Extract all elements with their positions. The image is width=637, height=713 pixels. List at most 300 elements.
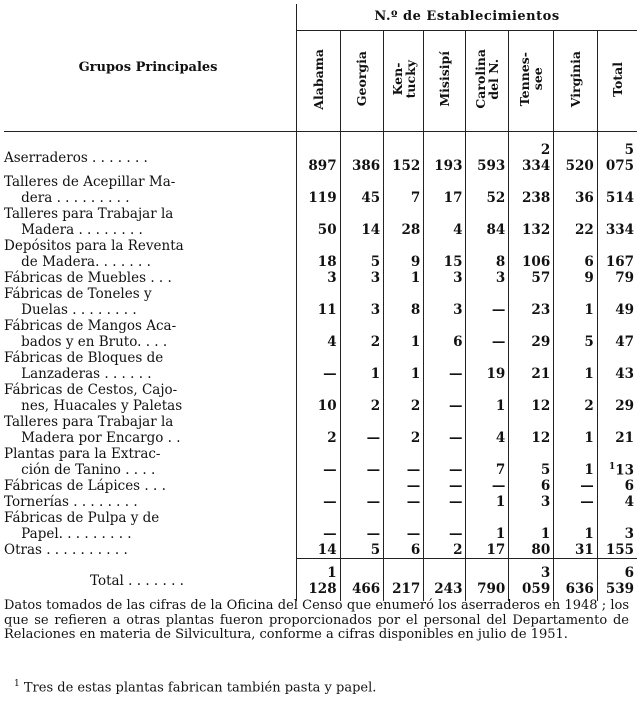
cell-alabama	[297, 270, 341, 286]
cell-georgia	[340, 206, 384, 238]
cell-value: —	[323, 494, 337, 510]
cell-alabama	[297, 174, 341, 206]
cell-value: 3	[540, 494, 551, 510]
cell-value: —	[448, 462, 463, 478]
cell-alabama	[297, 286, 341, 318]
cell-value: 5	[540, 462, 551, 478]
cell-value: —	[491, 334, 506, 350]
table-row	[4, 478, 637, 494]
column-header	[424, 31, 466, 132]
cell-misisipí	[424, 174, 466, 206]
cell-value: 386	[351, 158, 381, 174]
cell-carolinadeln	[466, 142, 509, 174]
cell-value: 593	[477, 158, 506, 174]
cell-value: 238	[522, 190, 551, 206]
cell-carolinadeln	[466, 414, 509, 446]
footnote-ref: 1	[608, 461, 616, 472]
cell-value: —	[491, 478, 506, 494]
cell-kentucky	[384, 350, 424, 382]
cell-misisipí	[424, 510, 466, 542]
cell-value: 7	[410, 190, 421, 206]
footnote-text: Tres de estas plantas fabrican también pasta y papel.	[23, 680, 377, 696]
cell-carolinadeln	[466, 206, 509, 238]
cell-kentucky	[384, 510, 424, 542]
total-row	[4, 559, 637, 602]
cell-value: 12	[531, 398, 551, 414]
cell-kentucky	[384, 494, 424, 510]
cell-kentucky	[384, 446, 424, 478]
cell-value: 119	[308, 190, 337, 206]
cell-total	[597, 542, 637, 559]
cell-georgia	[340, 446, 384, 478]
cell-total	[597, 494, 637, 510]
cell-tennessee	[509, 142, 554, 174]
cell-virginia	[554, 414, 598, 446]
cell-carolinadeln	[466, 382, 509, 414]
cell-kentucky	[384, 206, 424, 238]
column-header-label: Virginia	[567, 50, 583, 108]
cell-value: 50	[317, 222, 337, 238]
cell-total	[597, 446, 637, 478]
cell-virginia	[554, 318, 598, 350]
row-label: Talleres de Acepillar Ma- dera . . . . . . . . .	[4, 174, 176, 206]
cell-value: 18	[317, 254, 337, 270]
cell-alabama	[297, 446, 341, 478]
table-row	[4, 286, 637, 318]
cell-value: 9	[410, 254, 421, 270]
cell-value: 3 059	[522, 565, 551, 597]
row-label: Fábricas de Mangos Aca- bados y en Bruto. . . .	[4, 318, 177, 350]
cell-value: —	[406, 462, 421, 478]
cell-kentucky	[384, 559, 424, 602]
cell-value: 14	[361, 222, 381, 238]
cell-alabama	[297, 559, 341, 602]
cell-value: 49	[615, 302, 634, 318]
cell-value: 514	[605, 190, 634, 206]
cell-value: —	[323, 366, 337, 382]
establishments-table	[4, 4, 637, 601]
cell-value: 6	[584, 254, 594, 270]
table-row	[4, 270, 637, 286]
table-row	[4, 542, 637, 559]
cell-virginia	[554, 478, 598, 494]
cell-value: 466	[351, 581, 381, 597]
cell-value: 11	[317, 302, 337, 318]
row-label: Plantas para la Extrac- ción de Tanino . . . .	[4, 446, 161, 478]
cell-virginia	[554, 174, 598, 206]
table-row	[4, 318, 637, 350]
cell-tennessee	[509, 542, 554, 559]
cell-value: 29	[531, 334, 551, 350]
cell-carolinadeln	[466, 478, 509, 494]
cell-tennessee	[509, 286, 554, 318]
cell-kentucky	[384, 174, 424, 206]
cell-value: 1	[410, 270, 421, 286]
cell-value: 29	[615, 398, 634, 414]
cell-kentucky	[384, 318, 424, 350]
cell-virginia	[554, 238, 598, 270]
cell-value: 84	[486, 222, 506, 238]
cell-tennessee	[509, 510, 554, 542]
cell-tennessee	[509, 494, 554, 510]
cell-alabama	[297, 510, 341, 542]
cell-value: 1	[410, 334, 421, 350]
row-label: Fábricas de Muebles . . .	[4, 270, 172, 286]
cell-total	[597, 286, 637, 318]
column-header-label: Total	[609, 61, 625, 97]
cell-value: 5 075	[605, 142, 634, 174]
cell-value: 17	[486, 542, 506, 558]
cell-value: 23	[531, 302, 551, 318]
cell-tennessee	[509, 238, 554, 270]
cell-value: 22	[574, 222, 594, 238]
cell-value: 4	[327, 334, 337, 350]
row-label: Fábricas de Pulpa y de Papel. . . . . . . . .	[4, 510, 160, 542]
cell-kentucky	[384, 270, 424, 286]
table-row	[4, 206, 637, 238]
cell-total	[597, 142, 637, 174]
cell-value: 45	[361, 190, 381, 206]
cell-total	[597, 382, 637, 414]
cell-value: 10	[317, 398, 337, 414]
cell-georgia	[340, 318, 384, 350]
cell-value: 5	[584, 334, 594, 350]
cell-value: 14	[317, 542, 337, 558]
cell-misisipí	[424, 382, 466, 414]
cell-value: 4	[495, 430, 506, 446]
cell-misisipí	[424, 238, 466, 270]
row-label: Talleres para Trabajar la Madera . . . . . . . .	[4, 206, 174, 238]
cell-carolinadeln	[466, 494, 509, 510]
cell-value: 6	[624, 478, 634, 494]
cell-misisipí	[424, 494, 466, 510]
establishments-header: N.º de Establecimientos	[297, 4, 637, 31]
column-header-label: Ken- tucky	[389, 59, 418, 99]
cell-carolinadeln	[466, 446, 509, 478]
cell-value: —	[448, 398, 463, 414]
row-label: Aserraderos . . . . . . .	[4, 150, 148, 166]
cell-georgia	[340, 510, 384, 542]
cell-kentucky	[384, 142, 424, 174]
cell-georgia	[340, 494, 384, 510]
cell-value: 6	[410, 542, 421, 558]
cell-value: 1	[584, 526, 594, 542]
column-header-label: Alabama	[310, 48, 326, 110]
cell-georgia	[340, 350, 384, 382]
cell-value: 1	[584, 302, 594, 318]
row-label: Tornerías . . . . . . . .	[4, 494, 138, 510]
cell-value: —	[323, 462, 337, 478]
cell-virginia	[554, 142, 598, 174]
column-header	[509, 31, 554, 132]
column-header-label: Misisipí	[437, 51, 453, 107]
table-row	[4, 494, 637, 510]
cell-value: 1	[495, 494, 506, 510]
cell-value: 897	[308, 158, 337, 174]
cell-value: 2	[410, 398, 421, 414]
cell-value: 8	[495, 254, 506, 270]
row-label: Fábricas de Bloques de Lanzaderas . . . . . .	[4, 350, 164, 382]
column-header	[340, 31, 384, 132]
cell-tennessee	[509, 414, 554, 446]
cell-value: —	[580, 478, 594, 494]
cell-value: 1	[370, 366, 381, 382]
cell-misisipí	[424, 286, 466, 318]
cell-value: 3	[624, 526, 634, 542]
cell-carolinadeln	[466, 559, 509, 602]
cell-kentucky	[384, 414, 424, 446]
cell-virginia	[554, 350, 598, 382]
cell-total	[597, 478, 637, 494]
cell-value: —	[406, 478, 421, 494]
cell-value: 3	[327, 270, 337, 286]
cell-alabama	[297, 350, 341, 382]
cell-value: 3	[453, 302, 463, 318]
cell-value: 520	[565, 158, 594, 174]
cell-value: 43	[615, 366, 634, 382]
cell-value: 3	[453, 270, 463, 286]
cell-value: —	[448, 366, 463, 382]
cell-value: —	[366, 494, 381, 510]
cell-georgia	[340, 542, 384, 559]
column-header	[597, 31, 637, 132]
cell-alabama	[297, 414, 341, 446]
row-label: Total . . . . . . .	[90, 572, 184, 589]
cell-value: 155	[605, 542, 634, 558]
cell-carolinadeln	[466, 174, 509, 206]
cell-value: 8	[410, 302, 421, 318]
cell-carolinadeln	[466, 542, 509, 559]
cell-georgia	[340, 382, 384, 414]
cell-value: 790	[477, 581, 506, 597]
cell-value: 80	[531, 542, 551, 558]
cell-value: 57	[531, 270, 551, 286]
cell-alabama	[297, 318, 341, 350]
cell-value: 6 539	[605, 565, 634, 597]
cell-value: 167	[605, 254, 634, 270]
cell-value: —	[406, 494, 421, 510]
cell-total	[597, 350, 637, 382]
cell-virginia	[554, 286, 598, 318]
cell-value: 636	[565, 581, 594, 597]
cell-value: 79	[615, 270, 634, 286]
row-label: Fábricas de Lápices . . .	[4, 478, 166, 494]
cell-tennessee	[509, 559, 554, 602]
footnote-mark: 1	[14, 679, 20, 689]
row-label: Fábricas de Toneles y Duelas . . . . . . . .	[4, 286, 152, 318]
table-row	[4, 446, 637, 478]
cell-value: 193	[434, 158, 463, 174]
cell-value: 2	[453, 542, 463, 558]
cell-value: 13	[615, 462, 634, 478]
cell-value: —	[448, 494, 463, 510]
cell-carolinadeln	[466, 350, 509, 382]
row-label: Fábricas de Cestos, Cajo- nes, Huacales y Paletas	[4, 382, 183, 414]
cell-value: 2	[327, 430, 337, 446]
cell-misisipí	[424, 318, 466, 350]
column-header-label: Carolina del N.	[473, 49, 502, 109]
cell-misisipí	[424, 478, 466, 494]
cell-tennessee	[509, 382, 554, 414]
cell-carolinadeln	[466, 286, 509, 318]
row-label: Otras . . . . . . . . . .	[4, 542, 128, 559]
cell-kentucky	[384, 238, 424, 270]
cell-kentucky	[384, 478, 424, 494]
cell-value: 52	[486, 190, 506, 206]
cell-value: 7	[495, 462, 506, 478]
cell-carolinadeln	[466, 510, 509, 542]
cell-virginia	[554, 382, 598, 414]
cell-virginia	[554, 494, 598, 510]
cell-alabama	[297, 206, 341, 238]
cell-value: 31	[574, 542, 594, 558]
cell-georgia	[340, 414, 384, 446]
cell-value: —	[448, 430, 463, 446]
cell-misisipí	[424, 542, 466, 559]
cell-value: —	[448, 526, 463, 542]
cell-virginia	[554, 510, 598, 542]
cell-value: 4	[453, 222, 463, 238]
cell-value: —	[366, 526, 381, 542]
cell-value: 2	[410, 430, 421, 446]
table-row	[4, 510, 637, 542]
cell-value: 1	[584, 430, 594, 446]
cell-value: 3	[370, 302, 381, 318]
cell-value: 1 128	[308, 565, 337, 597]
column-header	[466, 31, 509, 132]
cell-value: 12	[531, 430, 551, 446]
cell-virginia	[554, 206, 598, 238]
cell-georgia	[340, 174, 384, 206]
cell-misisipí	[424, 142, 466, 174]
cell-tennessee	[509, 174, 554, 206]
cell-georgia	[340, 478, 384, 494]
cell-value: 106	[522, 254, 551, 270]
cell-misisipí	[424, 206, 466, 238]
column-header-label: Georgia	[354, 51, 370, 107]
cell-value: 28	[401, 222, 421, 238]
cell-value: 2	[584, 398, 594, 414]
cell-value: —	[406, 526, 421, 542]
cell-value: 47	[615, 334, 634, 350]
cell-misisipí	[424, 559, 466, 602]
cell-carolinadeln	[466, 270, 509, 286]
cell-alabama	[297, 478, 341, 494]
cell-total	[597, 270, 637, 286]
cell-value: 2	[370, 334, 381, 350]
cell-misisipí	[424, 350, 466, 382]
cell-value: 1	[410, 366, 421, 382]
cell-value: —	[491, 302, 506, 318]
cell-misisipí	[424, 446, 466, 478]
table-row	[4, 238, 637, 270]
cell-tennessee	[509, 318, 554, 350]
cell-alabama	[297, 382, 341, 414]
cell-alabama	[297, 542, 341, 559]
row-label: Talleres para Trabajar la Madera por Encargo . .	[4, 414, 181, 446]
source-note: Datos tomados de las cifras de la Oficina del Censo que enumeró los aserraderos en 1948 ; los que se refieren a otras plantas fueron proporcionados por el personal del Departamento de Relaciones en materia de Silvicultura, conforme a cifras disponibles en julio de 1951.	[4, 598, 629, 642]
cell-value: —	[580, 494, 594, 510]
cell-total	[597, 510, 637, 542]
cell-value: 2 334	[522, 142, 551, 174]
cell-value: 17	[443, 190, 463, 206]
cell-georgia	[340, 559, 384, 602]
cell-kentucky	[384, 382, 424, 414]
cell-value: 15	[443, 254, 463, 270]
cell-value: 132	[522, 222, 551, 238]
cell-value: 1	[584, 366, 594, 382]
cell-total	[597, 559, 637, 602]
footnote	[14, 679, 376, 695]
cell-value: 6	[540, 478, 551, 494]
cell-total	[597, 414, 637, 446]
cell-kentucky	[384, 542, 424, 559]
table-row	[4, 350, 637, 382]
cell-value: 217	[392, 581, 421, 597]
column-header-label: Tennes- see	[517, 51, 546, 107]
column-header	[297, 31, 341, 132]
cell-total	[597, 206, 637, 238]
cell-georgia	[340, 238, 384, 270]
cell-value: 21	[531, 366, 551, 382]
group-column-header: Grupos Principales	[4, 4, 297, 132]
table-row	[4, 414, 637, 446]
cell-value: 6	[453, 334, 463, 350]
cell-georgia	[340, 142, 384, 174]
cell-value: —	[448, 478, 463, 494]
cell-total	[597, 318, 637, 350]
cell-carolinadeln	[466, 318, 509, 350]
table-row	[4, 174, 637, 206]
cell-tennessee	[509, 206, 554, 238]
cell-alabama	[297, 494, 341, 510]
cell-value: 243	[434, 581, 463, 597]
cell-value: —	[366, 462, 381, 478]
cell-value: 5	[370, 542, 381, 558]
cell-value: 4	[624, 494, 634, 510]
cell-value: —	[366, 430, 381, 446]
cell-value: 1	[495, 526, 506, 542]
cell-value: 5	[370, 254, 381, 270]
cell-misisipí	[424, 270, 466, 286]
cell-georgia	[340, 270, 384, 286]
cell-value: 3	[370, 270, 381, 286]
cell-tennessee	[509, 270, 554, 286]
cell-value: 21	[615, 430, 634, 446]
cell-tennessee	[509, 350, 554, 382]
cell-value: 334	[605, 222, 634, 238]
cell-kentucky	[384, 286, 424, 318]
cell-value: 152	[392, 158, 421, 174]
cell-alabama	[297, 238, 341, 270]
column-header	[384, 31, 424, 132]
cell-virginia	[554, 446, 598, 478]
cell-value: 1	[540, 526, 551, 542]
cell-value: 19	[486, 366, 506, 382]
cell-total	[597, 238, 637, 270]
cell-tennessee	[509, 478, 554, 494]
cell-value: 36	[574, 190, 594, 206]
cell-value: —	[323, 526, 337, 542]
cell-tennessee	[509, 446, 554, 478]
cell-virginia	[554, 559, 598, 602]
cell-value: 3	[495, 270, 506, 286]
row-label: Depósitos para la Reventa de Madera. . . . . . .	[4, 238, 184, 270]
cell-total	[597, 174, 637, 206]
cell-misisipí	[424, 414, 466, 446]
table-row	[4, 382, 637, 414]
cell-virginia	[554, 270, 598, 286]
